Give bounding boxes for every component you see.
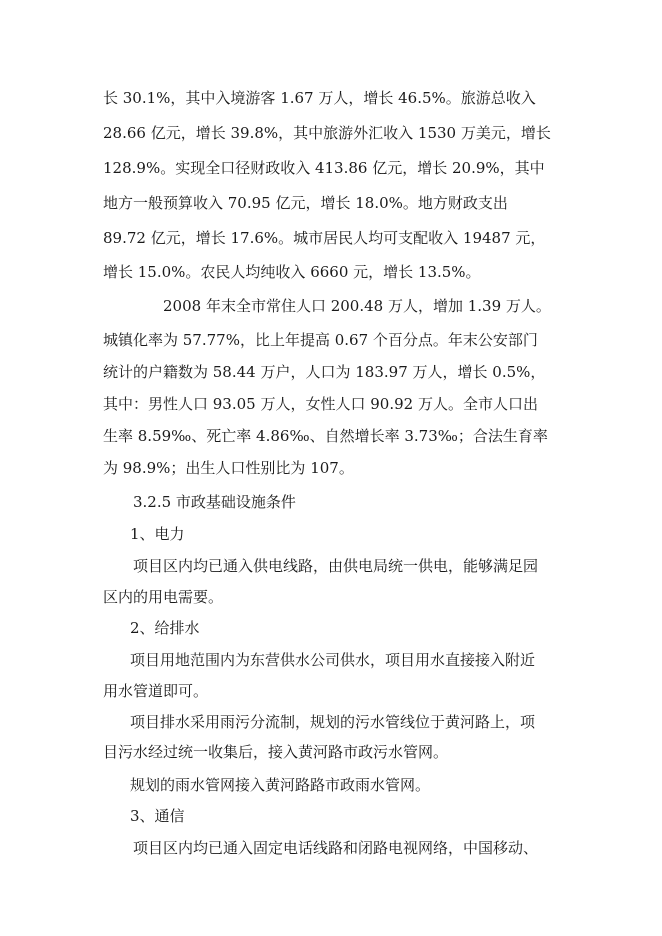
section-heading: 3.2.5 市政基础设施条件	[133, 493, 296, 511]
paragraph-line: 地方一般预算收入 70.95 亿元，增长 18.0%。地方财政支出	[103, 194, 508, 212]
paragraph-line: 统计的户籍数为 58.44 万户，人口为 183.97 万人，增长 0.5%，	[103, 363, 546, 381]
paragraph-line: 增长 15.0%。农民人均纯收入 6660 元，增长 13.5%。	[103, 263, 481, 281]
paragraph-line: 项目排水采用雨污分流制，规划的污水管线位于黄河路上，项	[130, 713, 536, 731]
paragraph-line: 其中：男性人口 93.05 万人，女性人口 90.92 万人。全市人口出	[103, 395, 538, 413]
subsection-heading: 3、通信	[130, 807, 185, 825]
paragraph-line: 128.9%。实现全口径财政收入 413.86 亿元，增长 20.9%，其中	[103, 159, 545, 177]
paragraph-line: 2008 年末全市常住人口 200.48 万人，增加 1.39 万人。	[163, 297, 551, 315]
subsection-heading: 1、电力	[130, 525, 185, 543]
paragraph-line: 长 30.1%，其中入境游客 1.67 万人，增长 46.5%。旅游总收入	[103, 89, 536, 107]
paragraph-line: 89.72 亿元，增长 17.6%。城市居民人均可支配收入 19487 元，	[103, 229, 546, 247]
paragraph-line: 规划的雨水管网接入黄河路路市政雨水管网。	[130, 776, 431, 794]
subsection-heading: 2、给排水	[130, 619, 200, 637]
paragraph-line: 项目区内均已通入供电线路，由供电局统一供电，能够满足园	[133, 557, 539, 575]
paragraph-line: 为 98.9%；出生人口性别比为 107。	[103, 459, 354, 477]
paragraph-line: 用水管道即可。	[103, 682, 209, 700]
paragraph-line: 目污水经过统一收集后，接入黄河路市政污水管网。	[103, 743, 449, 761]
paragraph-line: 生率 8.59‰、死亡率 4.86‰、自然增长率 3.73‰；合法生育率	[103, 427, 548, 445]
paragraph-line: 项目区内均已通入固定电话线路和闭路电视网络，中国移动、	[133, 839, 539, 857]
paragraph-line: 城镇化率为 57.77%，比上年提高 0.67 个百分点。年末公安部门	[103, 331, 538, 349]
paragraph-line: 区内的用电需要。	[103, 588, 224, 606]
paragraph-line: 28.66 亿元，增长 39.8%，其中旅游外汇收入 1530 万美元，增长	[103, 124, 551, 142]
paragraph-line: 项目用地范围内为东营供水公司供水，项目用水直接接入附近	[130, 651, 536, 669]
